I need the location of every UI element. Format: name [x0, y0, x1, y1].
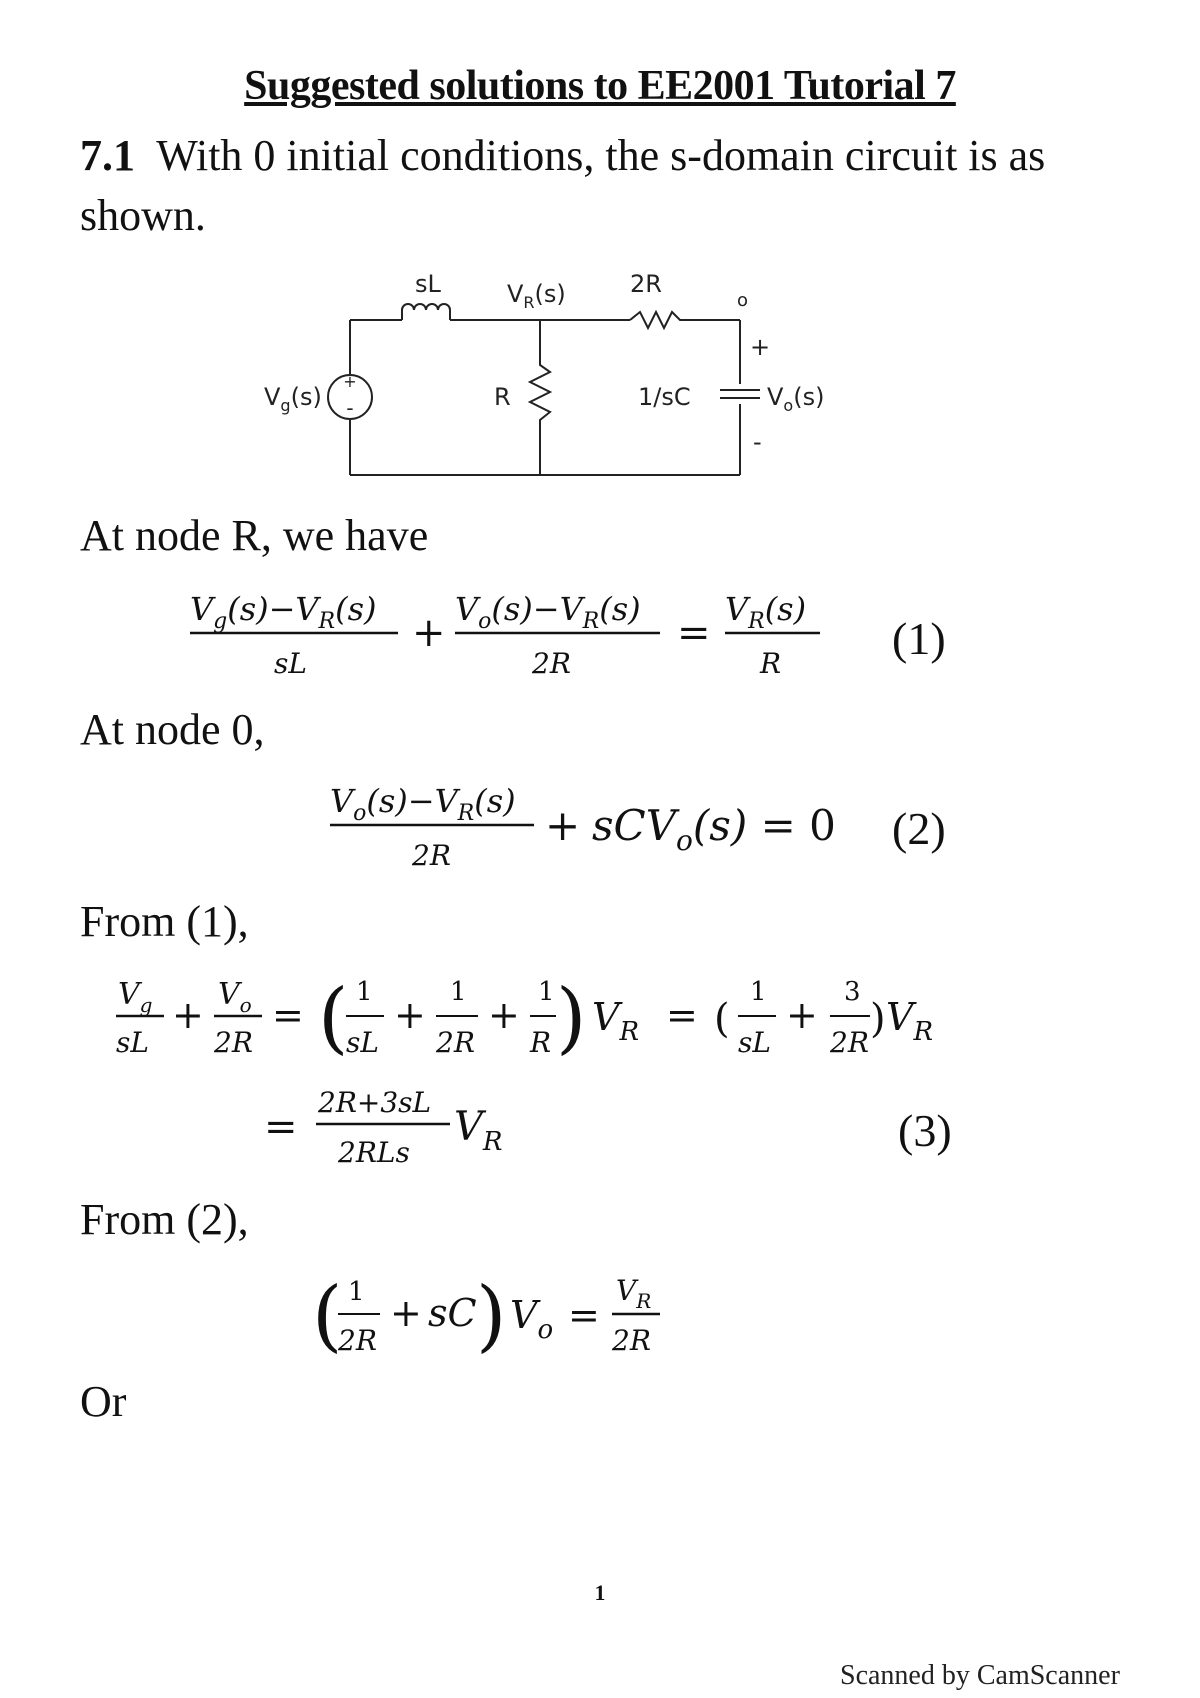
text-node-0: At node 0, — [80, 705, 265, 754]
svg-text:(: ( — [318, 973, 349, 1063]
text-node-r: At node R, we have — [80, 511, 429, 560]
output-node-label: o — [737, 290, 749, 311]
svg-text:2R: 2R — [612, 1324, 651, 1357]
page-number: 1 — [594, 1580, 606, 1605]
svg-text:sL: sL — [346, 1026, 379, 1059]
svg-text:1: 1 — [450, 977, 467, 1007]
svg-text:1: 1 — [538, 977, 555, 1007]
svg-text:Vg(s)−VR(s): $V_g(s)-V_R(s)$ — [190, 590, 377, 634]
svg-text:2R: 2R — [338, 1324, 377, 1357]
svg-text:Vg: $V_g$ — [118, 977, 153, 1017]
svg-text:+: + — [390, 1291, 422, 1335]
text-from-2: From (2), — [80, 1195, 249, 1244]
svg-text:): ) — [476, 1271, 507, 1361]
svg-text:sCVo(s) = 0: sCV$_o$(s) = 0 — [592, 801, 836, 857]
source-minus: - — [346, 396, 354, 420]
svg-text:+: + — [172, 993, 204, 1037]
svg-text:): ) — [556, 973, 587, 1063]
node-label: $V_R(s)$ — [507, 280, 566, 312]
svg-text:sL: sL — [274, 647, 307, 680]
equation-2 — [320, 780, 860, 880]
svg-text:Vo: $V_o$ — [510, 1293, 554, 1345]
capacitor-icon — [720, 390, 760, 398]
svg-text:=: = — [677, 610, 711, 656]
inductor-label: sL — [415, 270, 441, 298]
svg-text:sC: sC — [428, 1291, 477, 1335]
svg-text:3: 3 — [844, 977, 861, 1007]
svg-text:2R: 2R — [532, 647, 571, 680]
svg-text:2R: 2R — [830, 1026, 869, 1059]
problem-intro — [80, 126, 1140, 246]
eq3-number: (3) — [898, 1105, 952, 1156]
output-minus: - — [753, 428, 762, 456]
source-plus: + — [343, 372, 357, 391]
svg-text:=: = — [568, 1293, 600, 1337]
text-or: Or — [80, 1377, 127, 1426]
svg-text:=: = — [264, 1104, 298, 1150]
equation-3-line-2 — [258, 1078, 558, 1178]
scanner-watermark: Scanned by CamScanner — [840, 1660, 1120, 1691]
problem-number: 7.1 — [80, 131, 135, 180]
svg-text:1: 1 — [356, 977, 373, 1007]
svg-text:Vo: $V_o$ — [218, 977, 252, 1017]
svg-text:2RLs: 2RLs — [338, 1136, 410, 1169]
svg-text:=: = — [666, 993, 698, 1037]
svg-text:+: + — [412, 610, 446, 656]
output-plus: + — [750, 333, 771, 361]
series-resistor-label: 2R — [630, 270, 662, 298]
capacitor-label: 1/sC — [638, 383, 691, 411]
svg-text:R: R — [760, 647, 782, 680]
inductor-icon — [402, 304, 450, 320]
svg-text:R: R — [530, 1026, 552, 1059]
svg-text:sL: sL — [738, 1026, 771, 1059]
eq2-number: (2) — [892, 803, 946, 854]
text-from-1: From (1), — [80, 897, 249, 946]
svg-text:2R+3sL: 2R+3sL — [318, 1086, 432, 1119]
svg-text:=: = — [272, 993, 304, 1037]
equation-4 — [310, 1266, 690, 1366]
svg-text:2R: 2R — [412, 839, 451, 872]
svg-text:(: ( — [714, 996, 730, 1042]
svg-text:VR(s): $V_R(s)$ — [725, 590, 807, 634]
svg-text:2R: 2R — [436, 1026, 475, 1059]
series-resistor-icon — [630, 312, 740, 328]
shunt-resistor-label: R — [494, 383, 511, 411]
svg-text:Vo(s)−VR(s): $V_o(s)-V_R(s)$ — [330, 782, 516, 826]
svg-text:2R: 2R — [214, 1026, 253, 1059]
svg-text:1: 1 — [348, 1277, 365, 1307]
circuit-diagram — [250, 270, 870, 510]
svg-text:+: + — [545, 801, 581, 850]
svg-text:sL: sL — [116, 1026, 149, 1059]
svg-text:VR: $V_R$ — [592, 995, 640, 1047]
problem-intro-text: With 0 initial conditions, the s-domain circuit is as shown. — [80, 131, 1046, 240]
source-label: $V_g(s)$ — [264, 383, 322, 415]
svg-text:+: + — [394, 993, 426, 1037]
svg-text:VR: $V_R$ — [886, 995, 934, 1047]
svg-text:VR: $V_R$ — [616, 1274, 652, 1313]
output-voltage-label: $V_o(s)$ — [767, 383, 825, 415]
equation-1 — [180, 588, 860, 688]
svg-text:(: ( — [312, 1271, 343, 1361]
svg-text:): ) — [870, 996, 886, 1042]
equation-3-line-1 — [110, 968, 970, 1068]
svg-text:Vo(s)−VR(s): $V_o(s)-V_R(s)$ — [455, 590, 641, 634]
svg-text:+: + — [786, 993, 818, 1037]
svg-text:+: + — [488, 993, 520, 1037]
eq1-number: (1) — [892, 613, 946, 664]
svg-text:1: 1 — [750, 977, 767, 1007]
svg-text:VR: $V_R$ — [454, 1104, 503, 1157]
shunt-resistor-icon — [530, 320, 550, 475]
page-title: Suggested solutions to EE2001 Tutorial 7 — [244, 63, 956, 109]
